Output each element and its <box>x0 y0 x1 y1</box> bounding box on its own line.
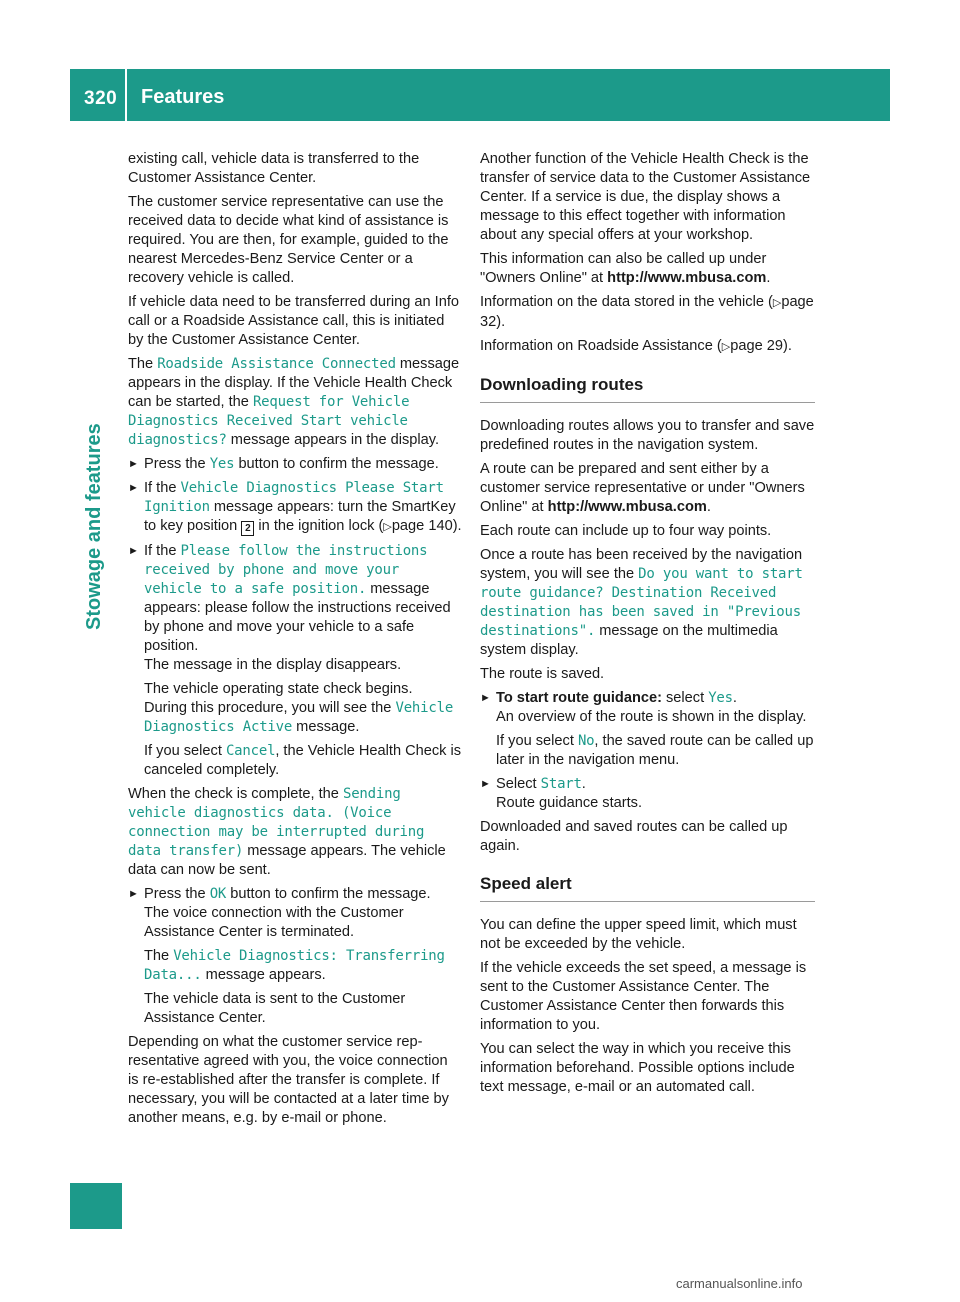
paragraph: Downloading routes allows you to transfer and save predefined routes in the navigation system. <box>480 418 815 453</box>
display-message: Sending vehicle diagnostics data. (Voice connection may be interrupted during data transfer) <box>128 786 425 859</box>
instruction-step: ► Select Start. Route guidance starts. <box>480 776 643 811</box>
paragraph: You can select the way in which you receive this information beforehand. Possible options include text message, e-mail or an automated call. <box>480 1041 795 1095</box>
display-message: Yes <box>708 690 733 706</box>
page-reference[interactable]: page 29 <box>730 338 783 354</box>
step-arrow-icon: ► <box>128 888 139 900</box>
display-message: Start <box>540 776 582 792</box>
paragraph: A route can be prepared and sent either by a customer service representative or under "Owners Online" at http://www.mbusa.com. <box>480 461 805 515</box>
display-message: Please follow the instructions received by phone and move your vehicle to a safe position. <box>144 543 428 597</box>
page-reference[interactable]: page 32 <box>480 294 814 330</box>
step-arrow-icon: ► <box>128 545 139 557</box>
page-ref-icon: ▷ <box>772 297 782 309</box>
page-number: 320 <box>84 88 118 109</box>
step-arrow-icon: ► <box>480 778 491 790</box>
step-arrow-icon: ► <box>128 458 139 470</box>
step-note: If you select No, the saved route can be called up later in the navigation menu. <box>496 733 814 768</box>
paragraph: When the check is complete, the Sending vehicle diagnostics data. (Voice connection may be interrupted during data transfer) message appears. The vehicle data can now be sent. <box>128 786 446 878</box>
paragraph: Downloaded and saved routes can be called up again. <box>480 819 788 854</box>
section-marker <box>70 1183 122 1229</box>
step-note: The vehicle data is sent to the Customer Assistance Center. <box>144 991 406 1026</box>
page-title: Features <box>141 86 225 108</box>
display-message: No <box>577 733 595 749</box>
page-reference[interactable]: page 140 <box>391 518 453 534</box>
section-label: Stowage and features <box>83 423 105 630</box>
left-column <box>128 150 462 1133</box>
step-note: The vehicle operating state check begins. During this procedure, you will see the Vehicle Diagnostics Active message. <box>144 681 454 735</box>
display-message: Roadside Assistance Connected <box>157 356 396 372</box>
paragraph: Another function of the Vehicle Health Check is the transfer of service data to the Customer Assistance Center. If a service is due, the display shows a message to this effect together with information about any special offers at your workshop. <box>480 151 811 243</box>
section-heading: Speed alert <box>480 874 815 902</box>
display-message: Request for Vehicle Diagnostics Received Start vehicle diagnostics? <box>128 394 410 448</box>
paragraph: Information on the data stored in the vehicle (▷page 32). <box>480 294 814 330</box>
display-message: Cancel <box>225 743 276 759</box>
paragraph: The route is saved. <box>480 666 605 682</box>
display-message: OK <box>209 886 227 902</box>
instruction-step: ► If the Please follow the instructions received by phone and move your vehicle to a safe position. message appears: please follow the instructions received by phone and move your vehicle to a safe position. The message in the display disappears. <box>128 543 451 673</box>
paragraph: Once a route has been received by the navigation system, you will see the Do you want to start route guidance? Destination Received destination has been saved in "Previous destinations". message on the multimedia system display. <box>480 547 803 658</box>
instruction-step: ► Press the Yes button to confirm the message. <box>128 456 439 472</box>
website-link[interactable]: http://www.mbusa.com <box>607 270 767 286</box>
paragraph: existing call, vehicle data is transferred to the Customer Assistance Center. <box>128 151 420 186</box>
step-arrow-icon: ► <box>480 692 491 704</box>
step-arrow-icon: ► <box>128 482 139 494</box>
paragraph: Depending on what the customer service representative agreed with you, the voice connection is re-established after the transfer is complete. If necessary, you will be contacted at a later time by another means, e.g. by e-mail or phone. <box>128 1034 449 1126</box>
paragraph: You can define the upper speed limit, which must not be exceeded by the vehicle. <box>480 917 797 952</box>
section-heading: Downloading routes <box>480 375 815 403</box>
instruction-step: ► To start route guidance: select Yes. An overview of the route is shown in the display. <box>480 690 807 725</box>
paragraph: If the vehicle exceeds the set speed, a message is sent to the Customer Assistance Center. The Customer Assistance Center then forwards this information to you. <box>480 960 807 1033</box>
paragraph: Each route can include up to four way points. <box>480 523 772 539</box>
display-message: Yes <box>209 456 235 472</box>
instruction-step: ► Press the OK button to confirm the message. The voice connection with the Customer Assistance Center is terminated. <box>128 886 431 940</box>
page-ref-icon: ▷ <box>383 521 392 533</box>
display-message: Do you want to start route guidance? Destination Received destination has been saved in "Previous destinations". <box>480 566 803 639</box>
header-divider <box>125 69 127 121</box>
display-message: Vehicle Diagnostics: Transferring Data... <box>144 948 445 983</box>
watermark: carmanualsonline.info <box>676 1276 803 1291</box>
instruction-step: ► If the Vehicle Diagnostics Please Start Ignition message appears: turn the SmartKey to key position 2 in the ignition lock (▷page 140). <box>128 480 462 534</box>
paragraph: The customer service representative can use the received data to decide what kind of assistance is required. You are then, for example, guided to the nearest Mercedes-Benz Service Center or a recovery vehicle is called. <box>128 194 449 286</box>
right-column <box>480 150 815 1102</box>
step-note: If you select Cancel, the Vehicle Health Check is canceled completely. <box>144 743 462 778</box>
paragraph: Information on Roadside Assistance (▷page 29). <box>480 338 792 354</box>
key-position-icon: 2 <box>241 521 254 536</box>
display-message: Vehicle Diagnostics Active <box>144 700 454 735</box>
paragraph: This information can also be called up under "Owners Online" at http://www.mbusa.com. <box>480 251 771 286</box>
display-message: Vehicle Diagnostics Please Start Ignition <box>144 480 444 515</box>
paragraph: If vehicle data need to be transferred during an Info call or a Roadside Assistance call, this is initiated by the Customer Assistance Center. <box>128 294 460 348</box>
paragraph: The Roadside Assistance Connected message appears in the display. If the Vehicle Health Check can be started, the Request for Vehicle Diagnostics Received Start vehicle diagnostics? message appears in the display. <box>128 356 460 448</box>
page-ref-icon: ▷ <box>721 341 731 353</box>
website-link[interactable]: http://www.mbusa.com <box>547 499 707 515</box>
step-note: The Vehicle Diagnostics: Transferring Data... message appears. <box>144 948 445 983</box>
